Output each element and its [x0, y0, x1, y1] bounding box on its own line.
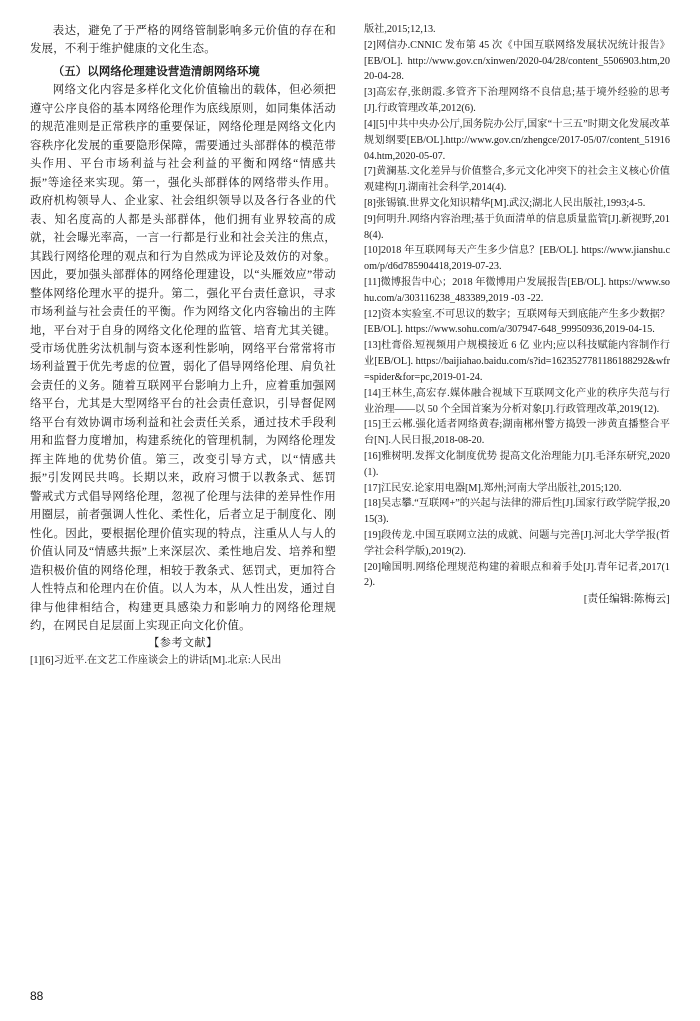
reference-item: [8]张锡镇.世界文化知识精华[M].武汉;湖北人民出版社,1993;4-5. [364, 197, 646, 209]
section-heading: （五）以网络伦理建设营造清朗网络环境 [52, 65, 260, 78]
reference-item: [19]段传龙.中国互联网立法的成就、问题与完善[J].河北大学学报(哲学社会科学版),2019(2). [364, 530, 670, 557]
body-paragraph-text: 网络文化内容是多样化文化价值输出的载体，但必须把遵守公序良俗的基本网络伦理作为底线原则，如同集体活动的规范准则是正常秩序的重要保证，网络伦理是网络文化内容秩序化发展的重要隐形保障，需要通过头部群体的模范带头作用、平台市场利益与社会利益的平衡和网络“情感共振”等途径来实现。第一，强化头部群体的网络带头作用。政府机构领导人、企业家、社会组织领导以及各行各业的代表、知名度高的人都是头部群体，他们拥有业界较高的成就，社会曝光率高，一言一行都是行业和社会关注的焦点，其践行网络伦理的观点和行为自然成为评论及效仿的对象。因此，要加强头部群体的网络伦理建设，以“头雁效应”带动整体网络伦理水平的提升。第二，强化平台责任意识，寻求市场利益与社会责任的平衡。作为网络文化内容输出的主阵地，平台对于自身的网络文化伦理的监管、培育尤其关键。受市场优胜劣汰机制与资本逐利性影响，网络平台常常将市场利益置于优先考虑的位置，弱化了倡导网络伦理、肩负社会责任的义务。随着互联网平台影响力上升，应着重加强网络平台，尤其是大型网络平台的社会责任意识，引导督促网络平台有效协调市场利益和社会责任关系，通过技术手段利用和监督力度增加，构建系统化的管理机制，为网络伦理发挥主阵地的优势价值。第三，改变引导方式，以“情感共振”引发网民共鸣。长期以来，政府习惯于以教条式、惩罚警戒式方式倡导网络伦理，忽视了伦理与法律的差异性作用用圈层，前者强调人性化、柔性化，后者立足于制度化、刚性化。因此，要根据伦理价值实现的特点，注重从人与人的价值认同及“情感共振”上来深层次、柔性地启发、培养和塑造积极价值的网络伦理，相较于教条式、惩罚式，更加符合人性特点和伦理内在价值。以人为本，从人性出发，通过自律与他律相结合，构建更具感染力和影响力的网络伦理规约，在网民自足层面上实现正向文化价值。 [30, 84, 336, 632]
reference-item: [9]何明升.网络内容治理;基于负面清单的信息质量监管[J].新视野,2018(4). [364, 213, 670, 241]
reference-item: [12]资本实验室.不可思议的数字；互联网每天到底能产生多少数据？[EB/OL]. https://www.sohu.com/a/307947-648_99950936,2019-04-15. [364, 308, 670, 336]
reference-item: [3]高宏存,张朗霞.多管齐下治理网络不良信息;基于境外经验的思考[J].行政管理改革,2012(6). [364, 87, 670, 115]
right-column [364, 22, 670, 952]
editor-credit: [责任编辑:陈梅云] [583, 594, 670, 606]
reference-item: [1][6]习近平.在文艺工作座谈会上的讲话[M].北京:人民出 [30, 655, 282, 667]
reference-item: [10]2018 年互联网每天产生多少信息？[EB/OL]. https://www.jianshu.com/p/d6d785904418,2019-07-23. [364, 245, 670, 273]
reference-item: [16]雅树明.发挥文化制度优势 提高文化治理能力[J].毛泽东研究,2020(1). [364, 450, 670, 478]
references-heading: 【参考文献】 [148, 637, 218, 650]
two-column-layout [30, 22, 670, 952]
reference-item: 版社,2015;12,13. [364, 24, 436, 35]
page-number: 88 [30, 989, 44, 1003]
reference-item: [13]杜膏俗.短视频用户规模接近 6 亿 业内;应以科技赋能内容制作行业[EB/OL]. https://baijiahao.baidu.com/s?id=1623527781186188292&wfr=spider&for=pc,2019-01-24. [364, 340, 670, 383]
reference-item: [4][5]中共中央办公厅,国务院办公厅,国家“十三五”时期文化发展改革规划纲要[EB/OL].http://www.gov.cn/zhengce/2017-05/07/content_5191604.htm,2020-05-07. [364, 118, 670, 162]
reference-item: [17]江民安.论家用电器[M].郑州;河南大学出版社,2015;120. [364, 482, 622, 494]
reference-item: [18]吴志攀.“互联网+”的兴起与法律的滞后性[J].国家行政学院学报,2015(3). [364, 498, 670, 526]
left-column [30, 22, 336, 952]
reference-item: [15]王云郴.强化适者网络黄春;湖南郴州警方捣毁一涉黄直播整合平台[N].人民日报,2018-08-20. [364, 419, 670, 447]
reference-item: [11]微博报告中心；2018 年微博用户发展报告[EB/OL]. https://www.sohu.com/a/303116238_483389,2019 -03 -22. [364, 277, 670, 304]
reference-item: [2]网信办.CNNIC 发布第 45 次《中国互联网络发展状况统计报告》[EB/OL]. http://www.gov.cn/xinwen/2020-04/28/content_5506903.htm,2020-04-28. [364, 39, 670, 83]
paragraph-continuation: 表达，避免了于严格的网络管制影响多元价值的存在和发展，不利于维护健康的文化生态。 [30, 25, 336, 56]
reference-item: [14]王林生,高宏存.媒体融合视域下互联网文化产业的秩序失范与行业治理——以 50 个全国首案为分析对象[J].行政管理改革,2019(12). [364, 387, 670, 415]
reference-item: [20]喻国明.网络伦理规范构建的着眼点和着手处[J].青年记者,2017(12). [364, 561, 670, 589]
body-paragraph [30, 81, 336, 635]
reference-item: [7]黄澜基.文化差异与价值整合,多元文化冲突下的社会主义核心价值观建构[J].湖南社会科学,2014(4). [364, 166, 670, 194]
